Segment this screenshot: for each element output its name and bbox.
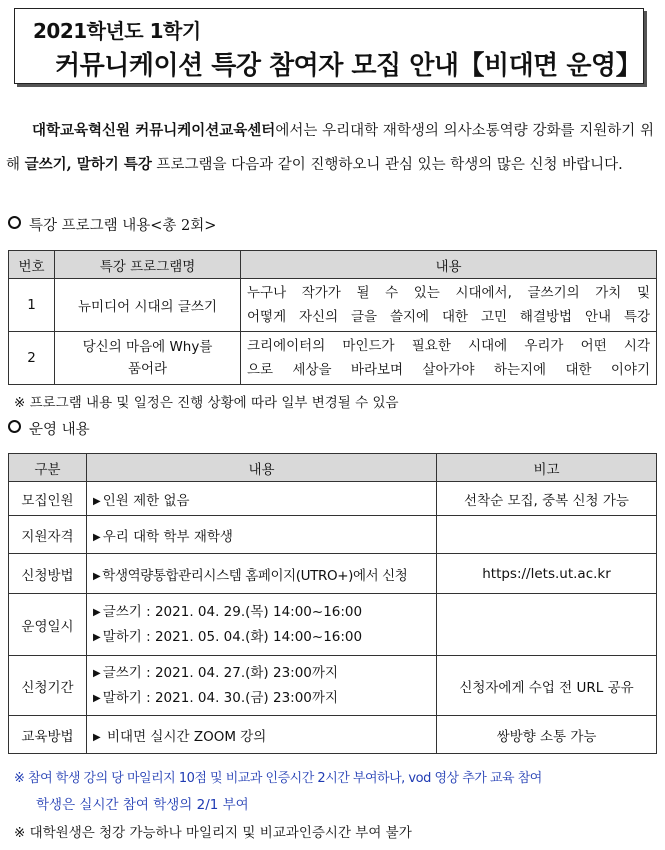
triangle-bullet-icon: ▶: [93, 495, 101, 507]
table-row: 신청기간 ▶ 글쓰기 : 2021. 04. 27.(화) 23:00까지 ▶ 말하기 : 2021. 04. 30.(금) 23:00까지 신청자에게 수업 전 URL 공유: [9, 656, 657, 716]
triangle-bullet-icon: ▶: [93, 606, 101, 618]
year-term: 2021학년도 1학기: [33, 19, 201, 43]
header-category: 구분: [9, 454, 87, 482]
table-row: 운영일시 ▶ 글쓰기 : 2021. 04. 29.(목) 14:00~16:00 ▶ 말하기 : 2021. 05. 04.(화) 14:00~16:00: [9, 594, 657, 656]
header-content: 내용: [87, 454, 437, 482]
table-row: 지원자격 ▶ 우리 대학 학부 재학생: [9, 516, 657, 554]
triangle-bullet-icon: ▶: [93, 531, 101, 543]
program-name: 글쓰기, 말하기 특강: [24, 156, 152, 173]
operation-table: [8, 453, 657, 754]
table-row: 신청방법 ▶ 학생역량통합관리시스템 홈페이지(UTRO+)에서 신청 https://lets.ut.ac.kr: [9, 554, 657, 594]
circle-bullet-icon: [8, 216, 21, 229]
triangle-bullet-icon: ▶: [93, 667, 101, 679]
triangle-bullet-icon: ▶: [93, 731, 101, 743]
program-note: ※ 프로그램 내용 및 일정은 진행 상황에 따라 일부 변경될 수 있음: [14, 395, 399, 411]
program-table: [8, 250, 657, 385]
intro-paragraph: [6, 114, 654, 182]
section-heading-program: 특강 프로그램 내용<총 2회>: [8, 214, 216, 235]
header-remark: 비고: [437, 454, 657, 482]
header-content: 내용: [241, 251, 657, 279]
intro-text-1: 에서는 우리대학 재학생의 의사소통역량 강화를 지원하기 위해: [6, 123, 654, 173]
org-name: 대학교육혁신원 커뮤니케이션교육센터: [32, 122, 276, 139]
intro-text-2: 프로그램을 다음과 같이 진행하오니 관심 있는 학생의 많은 신청 바랍니다.: [151, 157, 623, 173]
circle-bullet-icon: [8, 420, 21, 433]
table-row: 모집인원 ▶ 인원 제한 없음 선착순 모집, 중복 신청 가능: [9, 482, 657, 516]
footer-note-graduate: ※ 대학원생은 청강 가능하나 마일리지 및 비교과인증시간 부여 불가: [14, 825, 412, 841]
header-program-name: 특강 프로그램명: [55, 251, 241, 279]
triangle-bullet-icon: ▶: [93, 692, 101, 704]
page-title: 커뮤니케이션 특강 참여자 모집 안내【비대면 운영】: [55, 51, 642, 81]
table-row: 2 당신의 마음에 Why를 품어라 크리에이터의 마인드가 필요한 시대에 우리가 어떤 시각 으로 세상을 바라보며 살아가야 하는지에 대한 이야기: [9, 332, 657, 385]
table-row: 1 뉴미디어 시대의 글쓰기 누구나 작가가 될 수 있는 시대에서, 글쓰기의 가치 및 어떻게 자신의 글을 쓸지에 대한 고민 해결방법 안내 특강: [9, 279, 657, 332]
header-no: 번호: [9, 251, 55, 279]
system-url: https://lets.ut.ac.kr: [437, 554, 657, 594]
section-heading-operation: 운영 내용: [8, 418, 90, 439]
triangle-bullet-icon: ▶: [93, 570, 101, 582]
table-row: 교육방법 ▶ 비대면 실시간 ZOOM 강의 쌍방향 소통 가능: [9, 716, 657, 754]
footer-note-mileage-cont: 학생은 실시간 참여 학생의 2/1 부여: [36, 797, 249, 813]
title-box: [14, 8, 644, 84]
footer-note-mileage: ※ 참여 학생 강의 당 마일리지 10점 및 비교과 인증시간 2시간 부여하나, vod 영상 추가 교육 참여: [14, 771, 542, 786]
triangle-bullet-icon: ▶: [93, 631, 101, 643]
